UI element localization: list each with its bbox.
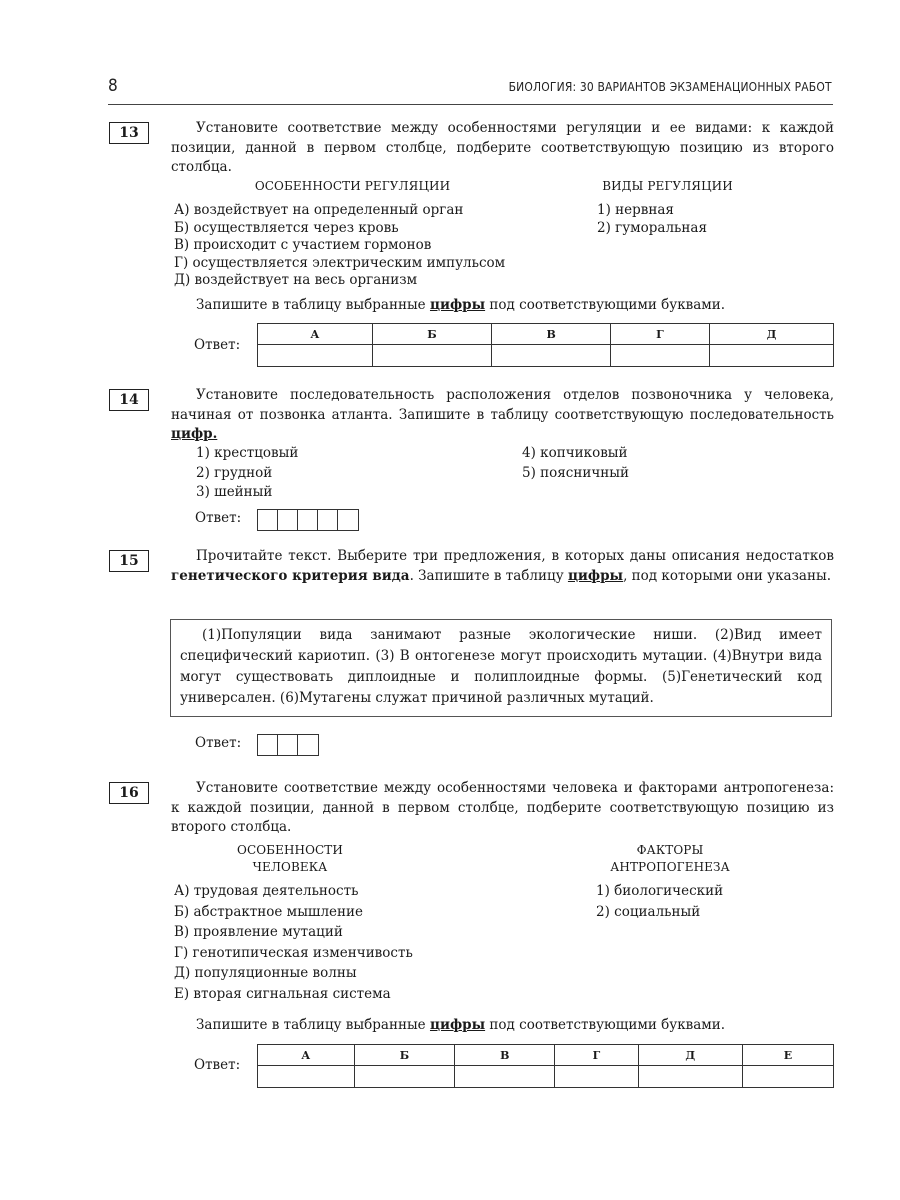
answer-cell[interactable] bbox=[492, 345, 611, 367]
list-item: 2) грудной bbox=[196, 464, 273, 481]
list-item: 2) гуморальная bbox=[597, 219, 707, 236]
table-header-cell: Б bbox=[372, 324, 492, 345]
task-13-prompt: Установите соответствие между особенностями регуляции и ее видами: к каждой позиции, данной в первом столбце, подберите соответствующую позицию из второго столбца. bbox=[171, 120, 834, 175]
table-header-cell: Г bbox=[555, 1045, 638, 1066]
answer-cell[interactable] bbox=[709, 345, 833, 367]
answer-cell[interactable] bbox=[258, 510, 278, 530]
answer-cell[interactable] bbox=[338, 510, 358, 530]
task-14-options-right bbox=[522, 444, 629, 483]
list-item: Д) воздействует на весь организм bbox=[174, 272, 418, 288]
task-15-answer-cells bbox=[257, 734, 319, 756]
list-item: 4) копчиковый bbox=[522, 445, 628, 461]
task-15-answer-label: Ответ: bbox=[195, 735, 242, 751]
task-16-number: 16 bbox=[109, 782, 149, 804]
task-16-col1-list bbox=[174, 881, 413, 1005]
list-item: 3) шейный bbox=[196, 484, 273, 500]
list-item: В) проявление мутаций bbox=[174, 924, 343, 941]
task-16-col1-header: ОСОБЕННОСТИ ЧЕЛОВЕКА bbox=[237, 843, 343, 874]
answer-cell[interactable] bbox=[298, 735, 318, 755]
table-header-cell: В bbox=[492, 324, 611, 345]
table-header-cell: А bbox=[258, 1045, 355, 1066]
task-16-answer-label: Ответ: bbox=[194, 1057, 241, 1073]
answer-cell[interactable] bbox=[743, 1066, 834, 1088]
answer-cell[interactable] bbox=[455, 1066, 555, 1088]
task-16-instruction: Запишите в таблицу выбранные цифры под соответствующими буквами. bbox=[196, 1017, 726, 1033]
list-item: Е) вторая сигнальная система bbox=[174, 985, 391, 1002]
task-16-col2-list bbox=[596, 881, 723, 922]
page-number: 8 bbox=[108, 76, 118, 96]
task-16-prompt: Установите соответствие между особенностями человека и факторами антропогенеза: к каждой позиции, данной в первом столбце, подберите соответствующую позицию из второго столбца. bbox=[171, 780, 834, 835]
task-13-col1-list bbox=[174, 202, 505, 290]
task-15-text-box: (1)Популяции вида занимают разные экологические ниши. (2)Вид имеет специфический кариотип. (3) В онтогенезе могут происходить мутации. (4)Внутри вида могут существовать диплоидные и полиплоидные формы. (5)Генетический код универсален. (6)Мутагены служат причиной различных мутаций. bbox=[170, 619, 832, 717]
list-item: Г) осуществляется электрическим импульсом bbox=[174, 254, 506, 271]
task-13-instruction: Запишите в таблицу выбранные цифры под соответствующими буквами. bbox=[196, 297, 726, 313]
table-header-cell: Г bbox=[610, 324, 709, 345]
answer-cell[interactable] bbox=[258, 345, 373, 367]
task-14-answer-cells bbox=[257, 509, 359, 531]
answer-cell[interactable] bbox=[555, 1066, 638, 1088]
task-15-number: 15 bbox=[109, 550, 149, 572]
task-13-col2-header: ВИДЫ РЕГУЛЯЦИИ bbox=[602, 179, 733, 193]
task-14-prompt: Установите последовательность расположения отделов позвоночника у человека, начиная от позвонка атланта. Запишите в таблицу соответствующую последовательность цифр. bbox=[171, 387, 834, 442]
answer-cell[interactable] bbox=[638, 1066, 742, 1088]
list-item: А) трудовая деятельность bbox=[174, 883, 359, 899]
list-item: 1) биологический bbox=[596, 883, 724, 899]
answer-cell[interactable] bbox=[258, 735, 278, 755]
task-13-col1-header: ОСОБЕННОСТИ РЕГУЛЯЦИИ bbox=[254, 179, 451, 193]
list-item: Б) абстрактное мышление bbox=[174, 903, 364, 920]
table-header-cell: Б bbox=[354, 1045, 455, 1066]
list-item: Д) популяционные волны bbox=[174, 965, 357, 982]
answer-cell[interactable] bbox=[354, 1066, 455, 1088]
table-header-cell: В bbox=[455, 1045, 555, 1066]
task-13-answer-label: Ответ: bbox=[194, 337, 241, 353]
task-13-number: 13 bbox=[109, 122, 149, 144]
task-14-options-left bbox=[196, 444, 298, 503]
header-divider bbox=[108, 104, 833, 105]
answer-cell[interactable] bbox=[298, 510, 318, 530]
table-header-cell: Д bbox=[638, 1045, 742, 1066]
list-item: 1) нервная bbox=[597, 202, 674, 218]
task-16-col2-header: ФАКТОРЫ АНТРОПОГЕНЕЗА bbox=[610, 843, 730, 874]
list-item: 2) социальный bbox=[596, 903, 701, 920]
answer-cell[interactable] bbox=[278, 735, 298, 755]
answer-cell[interactable] bbox=[610, 345, 709, 367]
task-14-number: 14 bbox=[109, 389, 149, 411]
task-14-answer-label: Ответ: bbox=[195, 510, 242, 526]
table-header-cell: Е bbox=[743, 1045, 834, 1066]
task-13-col2-list bbox=[597, 202, 707, 237]
table-header-cell: Д bbox=[709, 324, 833, 345]
list-item: 1) крестцовый bbox=[196, 445, 299, 461]
task-15-prompt: Прочитайте текст. Выберите три предложения, в которых даны описания недостатков генетического критерия вида. Запишите в таблицу цифры, под которыми они указаны. bbox=[171, 548, 834, 584]
list-item: Б) осуществляется через кровь bbox=[174, 219, 399, 236]
answer-cell[interactable] bbox=[258, 1066, 355, 1088]
answer-cell[interactable] bbox=[372, 345, 492, 367]
running-title: БИОЛОГИЯ: 30 ВАРИАНТОВ ЭКЗАМЕНАЦИОННЫХ РАБОТ bbox=[508, 79, 832, 94]
answer-cell[interactable] bbox=[278, 510, 298, 530]
task-13-answer-table bbox=[257, 323, 834, 367]
list-item: В) происходит с участием гормонов bbox=[174, 237, 432, 253]
list-item: А) воздействует на определенный орган bbox=[174, 202, 464, 218]
table-header-cell: А bbox=[258, 324, 373, 345]
list-item: 5) поясничный bbox=[522, 464, 630, 481]
answer-cell[interactable] bbox=[318, 510, 338, 530]
list-item: Г) генотипическая изменчивость bbox=[174, 944, 413, 961]
task-16-answer-table bbox=[257, 1044, 834, 1088]
